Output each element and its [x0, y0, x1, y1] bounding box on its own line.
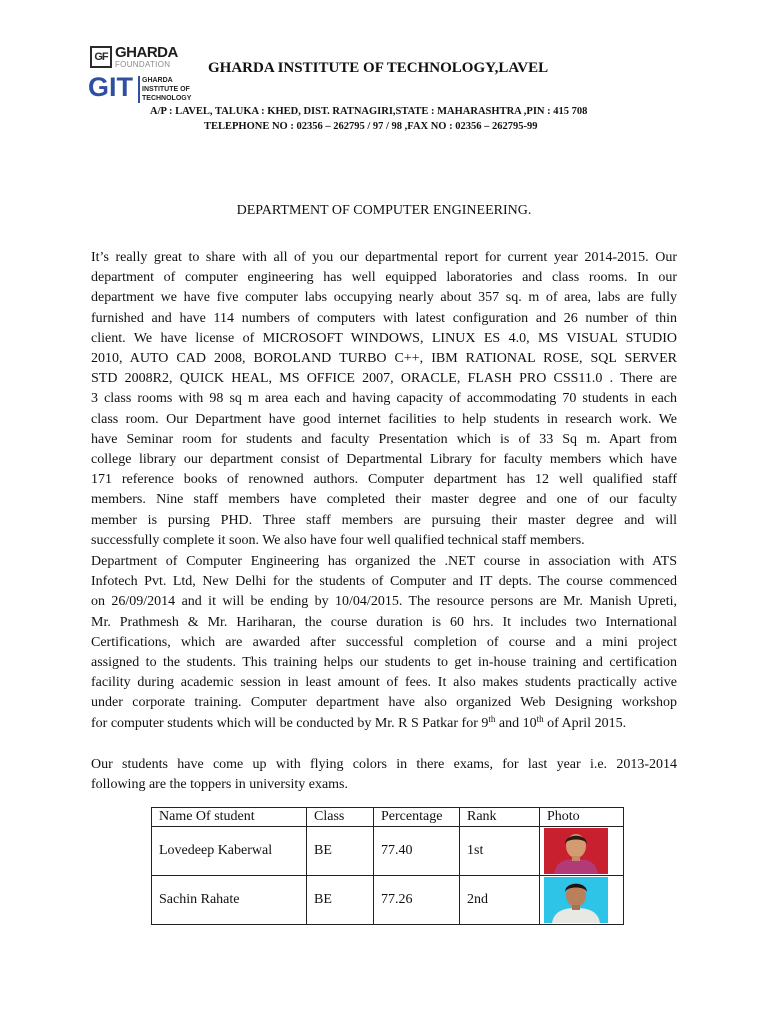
- student-rank: 1st: [460, 827, 540, 876]
- text-line: have Seminar room for students and faculty Presentation which is of 33 Sq m. Apart from: [91, 431, 677, 447]
- table-header-row: [152, 808, 624, 827]
- logo-git-text: GIT: [88, 72, 133, 102]
- text-line: 171 reference books of renowned authors. Computer department has 12 well qualified staff: [91, 472, 677, 488]
- student-percentage: 77.26: [374, 876, 460, 925]
- text-line: It’s really great to share with all of you our departmental report for current year 2014-2015. Our: [91, 250, 677, 265]
- logo-brand-text: GHARDA: [115, 44, 178, 61]
- text-line: 2010, AUTO CAD 2008, BOROLAND TURBO C++, IBM RATIONAL ROSE, SQL SERVER: [91, 351, 677, 367]
- report-paragraph-1: [91, 248, 677, 551]
- text-line: client. We have license of MICROSOFT WINDOWS, LINUX ES 4.0, MS VISUAL STUDIO: [91, 330, 677, 346]
- department-title: DEPARTMENT OF COMPUTER ENGINEERING.: [236, 203, 532, 218]
- report-paragraph-3: [91, 755, 677, 795]
- text-line: Certifications, which are awarded after successful completion of course and a mini project: [91, 634, 677, 650]
- student-class: BE: [307, 876, 374, 925]
- column-header-photo: Photo: [540, 808, 624, 827]
- text-fragment: and 10: [495, 715, 537, 731]
- column-header-class: Class: [307, 808, 374, 827]
- table-row: [152, 827, 624, 876]
- institute-logo: [88, 44, 200, 106]
- logo-sub-line: GHARDA: [142, 77, 173, 84]
- photo-cell: [540, 876, 624, 925]
- text-line: facility during academic session in least amount of fees. It also makes students practically active: [91, 675, 677, 691]
- text-fragment: for computer students which will be conducted by Mr. R S Patkar for 9: [91, 715, 489, 731]
- address-line: A/P : LAVEL, TALUKA : KHED, DIST. RATNAGIRI,STATE : MAHARASHTRA ,PIN : 415 708: [150, 106, 588, 117]
- text-line: successfully complete it soon. We also have four well qualified technical staff members.: [91, 532, 585, 548]
- student-photo: [544, 828, 608, 874]
- student-percentage: 77.40: [374, 827, 460, 876]
- student-name: Lovedeep Kaberwal: [152, 827, 307, 876]
- text-line: 3 class rooms with 98 sq m area each and having capacity of accommodating 70 students in each: [91, 391, 677, 407]
- text-line: department of computer engineering has well equipped laboratories and class rooms. In our: [91, 270, 677, 286]
- text-line: under corporate training. Computer department have also organized Web Designing workshop: [91, 695, 677, 711]
- text-line: class room. Our Department have good internet facilities to help students in research work. We: [91, 411, 677, 427]
- text-line: Mr. Prathmesh & Mr. Hariharan, the course duration is 60 hrs. It includes two International: [91, 614, 677, 630]
- telephone-line: TELEPHONE NO : 02356 – 262795 / 97 / 98 ,FAX NO : 02356 – 262795-99: [204, 121, 538, 132]
- text-line: furnished and have 114 numbers of computers with latest configuration and 26 number of thin: [91, 310, 677, 326]
- text-line: college library our department consist of Departmental Library for faculty members which have: [91, 452, 677, 468]
- ordinal-suffix: th: [488, 713, 496, 724]
- text-line: department we have five computer labs occupying nearly about 357 sq. m of area, labs are fully: [91, 290, 677, 306]
- text-line: following are the toppers in university exams.: [91, 777, 348, 793]
- column-header-rank: Rank: [460, 808, 540, 827]
- text-line: assigned to the students. This training helps our students to get in-house training and certification: [91, 655, 677, 671]
- text-line: Department of Computer Engineering has organized the .NET course in association with ATS: [91, 554, 677, 569]
- institute-name: GHARDA INSTITUTE OF TECHNOLOGY,LAVEL: [208, 60, 549, 76]
- column-header-name: Name Of student: [152, 808, 307, 827]
- logo-foundation-text: FOUNDATION: [115, 60, 171, 69]
- table-row: [152, 876, 624, 925]
- text-line: Infotech Pvt. Ltd, New Delhi for the students of Computer and IT depts. The course commenced: [91, 574, 677, 590]
- logo-sub-line: INSTITUTE OF: [142, 86, 190, 93]
- toppers-table: [151, 807, 624, 925]
- text-line: Our students have come up with flying colors in there exams, for last year i.e. 2013-2014: [91, 757, 677, 772]
- logo-subtitle: [138, 76, 191, 103]
- text-line: members. Nine staff members have completed their master degree and one of our faculty: [91, 492, 677, 508]
- text-line: member is pursing PHD. Three staff members are pursuing their master degree and will: [91, 512, 677, 528]
- text-line: on 26/09/2014 and it will be ending by 10/04/2015. The resource persons are Mr. Manish Upreti,: [91, 594, 677, 610]
- photo-cell: [540, 827, 624, 876]
- text-line: STD 2008R2, QUICK HEAL, MS OFFICE 2007, ORACLE, FLASH PRO CSS11.0 . There are: [91, 371, 677, 387]
- column-header-percentage: Percentage: [374, 808, 460, 827]
- ordinal-suffix: th: [536, 713, 544, 724]
- text-fragment: of April 2015.: [543, 715, 627, 731]
- report-paragraph-2: [91, 552, 677, 734]
- student-class: BE: [307, 827, 374, 876]
- logo-sub-line: TECHNOLOGY: [142, 95, 192, 102]
- gf-monogram-icon: GF: [90, 46, 112, 68]
- student-rank: 2nd: [460, 876, 540, 925]
- student-photo: [544, 877, 608, 923]
- student-name: Sachin Rahate: [152, 876, 307, 925]
- text-line-with-dates: [91, 714, 677, 734]
